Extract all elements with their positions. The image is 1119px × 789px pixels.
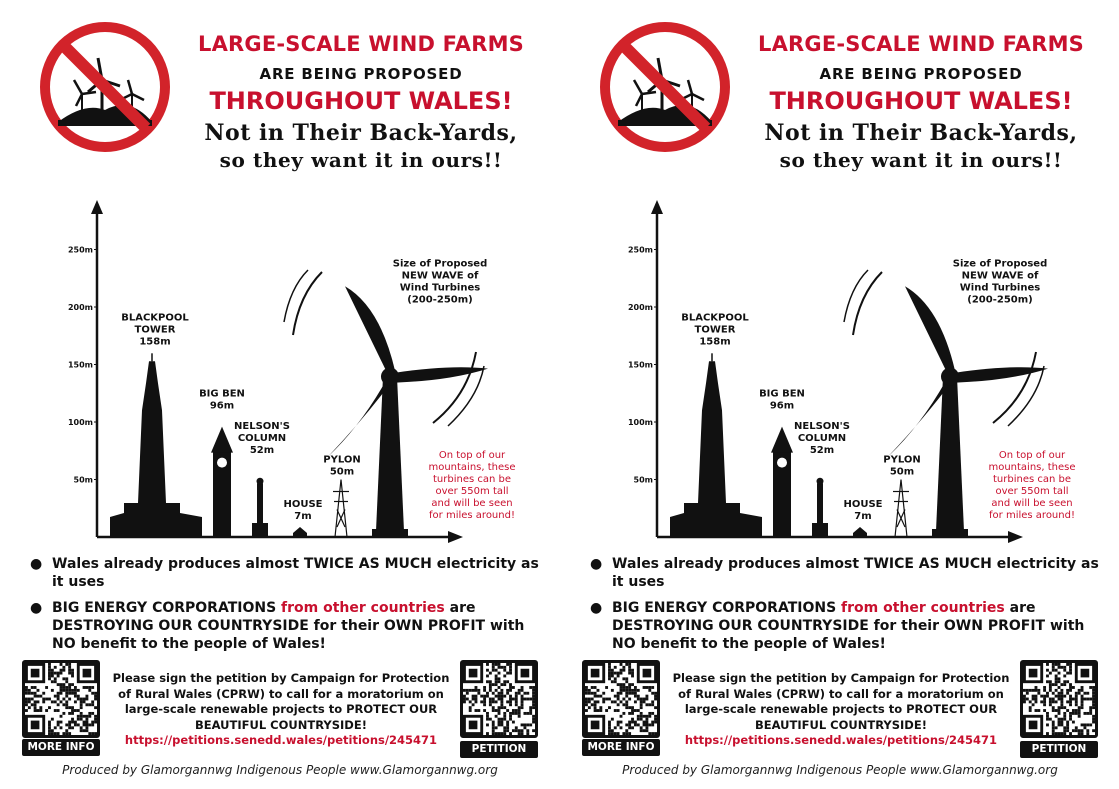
tick-label: 200m (627, 303, 653, 312)
tick-label: 50m (73, 475, 93, 485)
bullet-corporations-text-b: from other countries (841, 600, 1005, 616)
tick-label: 100m (627, 418, 653, 427)
bullet-corporations-text-a: BIG ENERGY CORPORATIONS (52, 600, 277, 616)
headline-line-5: so they want it in ours!! (219, 148, 503, 172)
bullet-dot-icon: ● (30, 600, 43, 616)
label-pylon: PYLON 50m (323, 454, 361, 478)
petition-text: Please sign the petition by Campaign for Protection of Rural Wales (CPRW) to call for a moratorium on large-scale renewable projects to PROTECT OUR BEAUTIFUL COUNTRYSIDE! (672, 671, 1010, 732)
qr-code-petition-icon[interactable] (460, 660, 538, 738)
headline-line-4: Not in Their Back-Yards, (204, 120, 518, 146)
bullet-corporations-text-c: are DESTROYING OUR COUNTRYSIDE for their OWN PROFIT with NO benefit to the people of Wales! (52, 600, 525, 652)
bullet-dot-icon: ● (30, 556, 43, 572)
bullet-list (30, 555, 550, 661)
x-axis-arrow (448, 531, 463, 543)
petition-text-block (108, 671, 454, 749)
tick-label: 200m (67, 303, 93, 312)
footer-credit: Produced by Glamorgannwg Indigenous People www.Glamorgannwg.org (622, 763, 1058, 777)
chart-labels (681, 258, 1075, 522)
headline-line-3: THROUGHOUT WALES! (209, 87, 513, 115)
mountain-annotation: On top of our mountains, these turbines can be over 550m tall and will be seen for miles around! (988, 450, 1076, 521)
bullet-corporations-text-c: are DESTROYING OUR COUNTRYSIDE for their OWN PROFIT with NO benefit to the people of Wales! (612, 600, 1085, 652)
pylon-shape (333, 480, 349, 538)
qr-code-petition-icon[interactable] (1020, 660, 1098, 738)
headline-line-1: LARGE-SCALE WIND FARMS (757, 32, 1084, 56)
motion-arc-right (433, 352, 476, 423)
chart-ticks (68, 246, 97, 485)
tick-label: 100m (67, 418, 93, 427)
bullet-dot-icon: ● (590, 600, 603, 616)
no-wind-farm-sign-icon (600, 22, 730, 152)
chart-shapes (110, 270, 488, 537)
bullet-electricity (30, 555, 550, 591)
qr-code-more-info-icon[interactable] (22, 660, 100, 738)
height-comparison-chart (560, 190, 1119, 555)
petition-label: PETITION (460, 741, 538, 758)
qr-code-more-info-icon[interactable] (582, 660, 660, 738)
bullet-electricity-text: Wales already produces almost TWICE AS MUCH electricity as it uses (52, 556, 539, 590)
house-shape (853, 527, 867, 537)
petition-text-block (668, 671, 1014, 749)
chart-ticks (628, 246, 657, 485)
y-axis-arrow (91, 200, 103, 214)
label-blackpool-tower: BLACKPOOL TOWER 158m (121, 312, 189, 348)
mountain-annotation: On top of our mountains, these turbines can be over 550m tall and will be seen for miles around! (428, 450, 516, 521)
headline-line-4: Not in Their Back-Yards, (764, 120, 1078, 146)
more-info-label: MORE INFO (22, 739, 100, 756)
blackpool-tower-shape (110, 353, 202, 537)
blackpool-tower-shape (670, 353, 762, 537)
x-axis-arrow (1008, 531, 1023, 543)
tick-label: 250m (67, 245, 93, 255)
bullet-corporations-text-b: from other countries (281, 600, 445, 616)
nelsons-column-shape (812, 478, 828, 537)
poster-right (560, 0, 1119, 789)
bullet-corporations (590, 599, 1110, 653)
footer-credit: Produced by Glamorgannwg Indigenous People www.Glamorgannwg.org (62, 763, 498, 777)
headline-line-5: so they want it in ours!! (779, 148, 1063, 172)
motion-arc-right (993, 352, 1036, 423)
tick-label: 250m (627, 245, 653, 255)
house-shape (293, 527, 307, 537)
chart-labels (121, 258, 515, 522)
label-big-ben: BIG BEN 96m (199, 388, 245, 412)
label-house: HOUSE 7m (283, 498, 323, 522)
tick-label: 150m (627, 360, 653, 370)
bullet-electricity-text: Wales already produces almost TWICE AS MUCH electricity as it uses (612, 556, 1099, 590)
label-pylon: PYLON 50m (883, 454, 921, 478)
bullet-electricity (590, 555, 1110, 591)
headline-line-2: ARE BEING PROPOSED (259, 65, 463, 83)
nelsons-column-shape (252, 478, 268, 537)
petition-url-link[interactable]: https://petitions.senedd.wales/petitions/245471 (124, 733, 438, 747)
label-wind-turbine: Size of Proposed NEW WAVE of Wind Turbines (200-250m) (952, 258, 1048, 306)
big-ben-shape (771, 427, 793, 537)
headline-line-2: ARE BEING PROPOSED (819, 65, 1023, 83)
petition-url-link[interactable]: https://petitions.senedd.wales/petitions/245471 (684, 733, 998, 747)
chart-shapes (670, 270, 1048, 537)
motion-arc-left (293, 272, 322, 335)
more-info-label: MORE INFO (582, 739, 660, 756)
bullet-list (590, 555, 1110, 661)
headline-line-3: THROUGHOUT WALES! (769, 87, 1073, 115)
tick-label: 150m (67, 360, 93, 370)
label-blackpool-tower: BLACKPOOL TOWER 158m (681, 312, 749, 348)
petition-label: PETITION (1020, 741, 1098, 758)
big-ben-shape (211, 427, 233, 537)
motion-arc-left (853, 272, 882, 335)
y-axis-arrow (651, 200, 663, 214)
label-nelsons-column: NELSON'S COLUMN 52m (234, 421, 290, 457)
bullet-corporations-text-a: BIG ENERGY CORPORATIONS (612, 600, 837, 616)
label-wind-turbine: Size of Proposed NEW WAVE of Wind Turbines (200-250m) (392, 258, 488, 306)
petition-text: Please sign the petition by Campaign for Protection of Rural Wales (CPRW) to call for a moratorium on large-scale renewable projects to PROTECT OUR BEAUTIFUL COUNTRYSIDE! (112, 671, 450, 732)
pylon-shape (893, 480, 909, 538)
bullet-dot-icon: ● (590, 556, 603, 572)
bullet-corporations (30, 599, 550, 653)
label-house: HOUSE 7m (843, 498, 883, 522)
label-nelsons-column: NELSON'S COLUMN 52m (794, 421, 850, 457)
tick-label: 50m (633, 475, 653, 485)
height-comparison-chart (0, 190, 560, 555)
headline-line-1: LARGE-SCALE WIND FARMS (197, 32, 524, 56)
no-wind-farm-sign-icon (40, 22, 170, 152)
label-big-ben: BIG BEN 96m (759, 388, 805, 412)
